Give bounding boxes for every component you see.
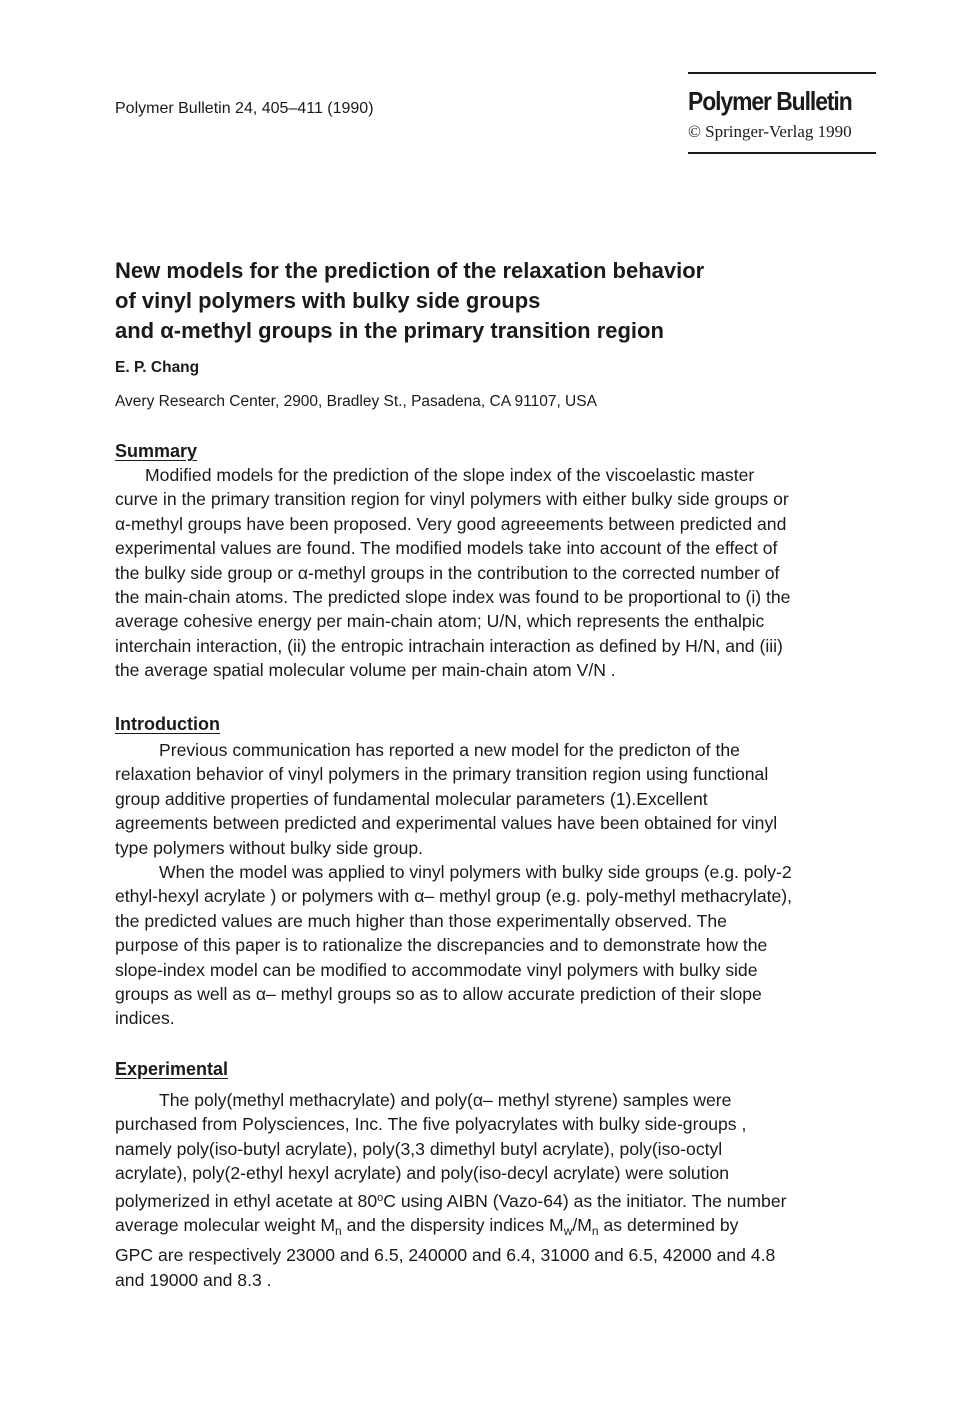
author-affiliation: Avery Research Center, 2900, Bradley St., Pasadena, CA 91107, USA	[115, 393, 597, 410]
experimental-text: /M	[572, 1215, 592, 1236]
introduction-line: purpose of this paper is to rationalize the discrepancies and to demonstrate how the	[115, 935, 768, 956]
summary-line: average cohesive energy per main-chain atom; U/N, which represents the enthalpic	[115, 611, 765, 632]
subscript-w: w	[563, 1224, 573, 1239]
summary-line: the average spatial molecular volume per main-chain atom V/N .	[115, 660, 616, 681]
summary-line: α-methyl groups have been proposed. Very good agreeements between predicted and	[115, 513, 787, 534]
summary-line: interchain interaction, (ii) the entropic intrachain interaction as defined by H/N, and (iii)	[115, 635, 783, 656]
introduction-line: relaxation behavior of vinyl polymers in the primary transition region using functional	[115, 764, 769, 785]
introduction-heading: Introduction	[115, 714, 220, 734]
experimental-text: polymerized in ethyl acetate at 80	[115, 1190, 378, 1211]
experimental-line: and 19000 and 8.3 .	[115, 1269, 272, 1290]
introduction-line: indices.	[115, 1008, 175, 1029]
summary-line: experimental values are found. The modified models take into account of the effect of	[115, 538, 778, 559]
title-line: of vinyl polymers with bulky side groups	[115, 288, 541, 313]
experimental-body	[115, 1088, 895, 1292]
copyright-notice: © Springer-Verlag 1990	[688, 122, 852, 141]
masthead-top-rule	[688, 72, 876, 74]
subscript-n: n	[591, 1224, 599, 1239]
summary-line: the main-chain atoms. The predicted slope index was found to be proportional to (i) the	[115, 587, 791, 608]
introduction-line: group additive properties of fundamental molecular parameters (1).Excellent	[115, 788, 708, 809]
degree-superscript: o	[377, 1191, 384, 1204]
introduction-line: Previous communication has reported a new model for the predicton of the	[159, 740, 740, 760]
experimental-line: GPC are respectively 23000 and 6.5, 240000 and 6.4, 31000 and 6.5, 42000 and 4.8	[115, 1245, 776, 1266]
introduction-body	[115, 738, 895, 1031]
journal-masthead	[688, 72, 876, 154]
experimental-line: purchased from Polysciences, Inc. The five polyacrylates with bulky side-groups ,	[115, 1114, 747, 1135]
introduction-line: agreements between predicted and experimental values have been obtained for vinyl	[115, 813, 778, 834]
title-line: and α-methyl groups in the primary transition region	[115, 318, 664, 343]
experimental-heading: Experimental	[115, 1059, 229, 1079]
summary-line: the bulky side group or α-methyl groups in the contribution to the corrected number of	[115, 562, 780, 583]
experimental-text: and the dispersity indices M	[341, 1215, 564, 1236]
summary-line: Modified models for the prediction of the slope index of the viscoelastic master	[145, 465, 755, 485]
journal-citation: Polymer Bulletin 24, 405–411 (1990)	[115, 100, 374, 117]
article-title	[115, 256, 875, 346]
subscript-n: n	[335, 1224, 342, 1239]
experimental-line: namely poly(iso-butyl acrylate), poly(3,3 dimethyl butyl acrylate), poly(iso-octyl	[115, 1138, 723, 1159]
introduction-line: slope-index model can be modified to accommodate vinyl polymers with bulky side	[115, 959, 758, 980]
summary-heading: Summary	[115, 441, 198, 461]
experimental-line: The poly(methyl methacrylate) and poly(α– methyl styrene) samples were	[159, 1090, 732, 1110]
experimental-line	[115, 1213, 895, 1243]
experimental-line	[115, 1186, 895, 1213]
introduction-line: groups as well as α– methyl groups so as to allow accurate prediction of their slope	[115, 984, 762, 1005]
introduction-line: the predicted values are much higher than those experimentally observed. The	[115, 910, 727, 931]
experimental-text: C using AIBN (Vazo-64) as the initiator. The number	[383, 1190, 787, 1211]
author-name: E. P. Chang	[115, 359, 200, 376]
experimental-text: as determined by	[598, 1215, 739, 1236]
title-line: New models for the prediction of the relaxation behavior	[115, 258, 705, 283]
experimental-text: average molecular weight M	[115, 1215, 336, 1236]
summary-body	[115, 463, 895, 683]
journal-name: Polymer Bulletin	[688, 86, 852, 116]
masthead-bottom-rule	[688, 152, 876, 154]
introduction-line: ethyl-hexyl acrylate ) or polymers with α– methyl group (e.g. poly-methyl methacrylate),	[115, 886, 793, 907]
introduction-line: When the model was applied to vinyl polymers with bulky side groups (e.g. poly-2	[159, 862, 792, 883]
experimental-line: acrylate), poly(2-ethyl hexyl acrylate) and poly(iso-decyl acrylate) were solution	[115, 1163, 730, 1184]
summary-line: curve in the primary transition region for vinyl polymers with either bulky side groups or	[115, 489, 789, 510]
introduction-line: type polymers without bulky side group.	[115, 837, 424, 858]
